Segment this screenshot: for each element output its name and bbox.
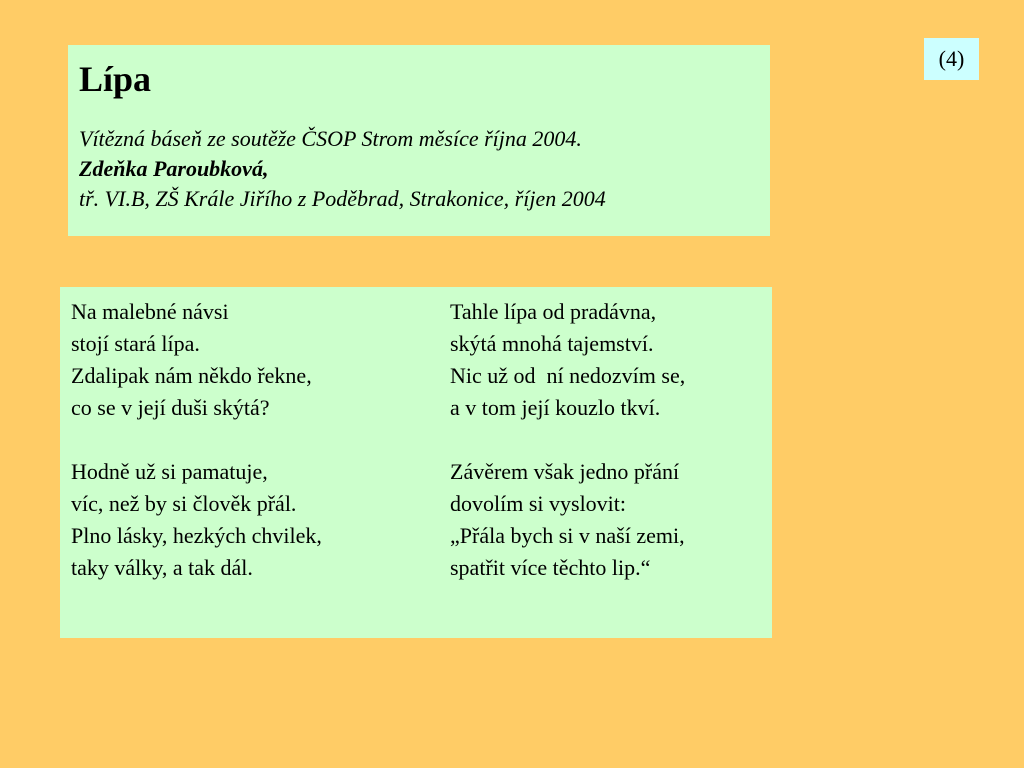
verse-line: Hodně už si pamatuje, [71,459,268,484]
verse-line: stojí stará lípa. [71,331,200,356]
author-school: tř. VI.B, ZŠ Krále Jiřího z Poděbrad, Strakonice, říjen 2004 [79,186,606,211]
verse-line: taky války, a tak dál. [71,555,253,580]
title-box [68,45,770,236]
stanza-4 [450,456,685,584]
verse-line: Plno lásky, hezkých chvilek, [71,523,322,548]
stanza-2 [71,456,322,584]
author-name: Zdeňka Paroubková, [79,156,269,181]
verse-line: Na malebné návsi [71,299,229,324]
poem-box [60,287,772,638]
poem-column-right [450,296,685,616]
stanza-3 [450,296,685,424]
poem-title: Lípa [79,59,152,99]
verse-line: víc, než by si člověk přál. [71,491,297,516]
verse-line: Zdalipak nám někdo řekne, [71,363,312,388]
page-number: (4) [924,38,979,80]
verse-line: Závěrem však jedno přání [450,459,680,484]
stanza-1 [71,296,322,424]
verse-line: co se v její duši skýtá? [71,395,270,420]
verse-line: a v tom její kouzlo tkví. [450,395,661,420]
poem-column-left [71,296,322,616]
verse-line: Nic už od ní nedozvím se, [450,363,686,388]
verse-line: dovolím si vyslovit: [450,491,627,516]
verse-line: Tahle lípa od pradávna, [450,299,657,324]
verse-line: spatřit více těchto lip.“ [450,555,651,580]
verse-line: skýtá mnohá tajemství. [450,331,654,356]
poem-subtitle: Vítězná báseň ze soutěže ČSOP Strom měsíce října 2004. [79,126,582,151]
verse-line: „Přála bych si v naší zemi, [450,523,685,548]
